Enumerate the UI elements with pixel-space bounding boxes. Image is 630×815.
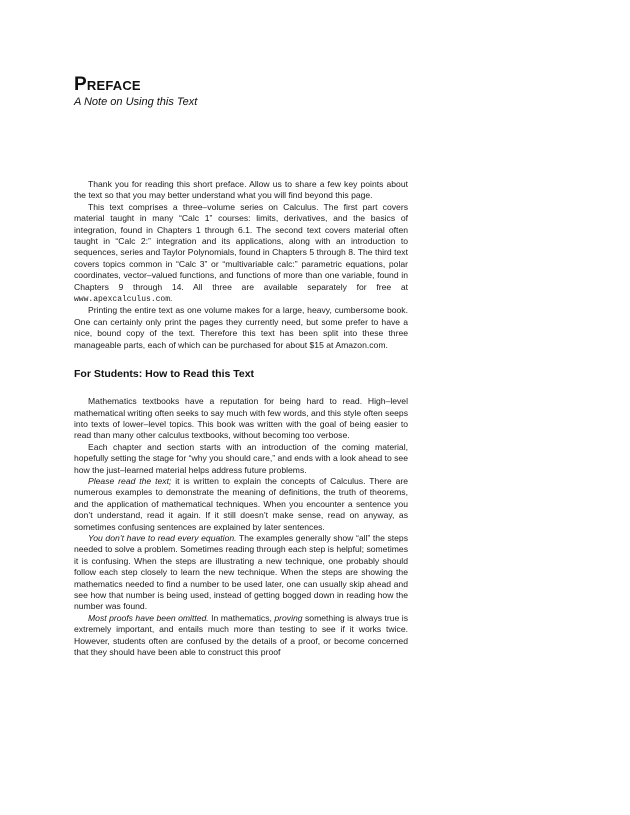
section-paragraph-4 [74, 533, 408, 613]
section-heading: For Students: How to Read this Text [74, 368, 255, 381]
section-paragraph-5 [74, 613, 408, 659]
website-link[interactable]: www.apexcalculus.com [74, 295, 171, 305]
section-paragraph-5-rest: something is always true is extremely important, and entails much more than testing to see if it works twice. However, students often are confused by the details of a proof, or become concerned that they should have been able to construct this proof [74, 612, 409, 658]
intro-paragraph-2 [74, 202, 408, 306]
section-paragraph-3 [74, 476, 408, 533]
section-paragraph-3-lead: Please read the text; [88, 475, 172, 486]
section-paragraph-5-mid: In mathematics, [208, 612, 275, 623]
section-paragraph-2: Each chapter and section starts with an introduction of the coming material, hopefully setting the stage for “why you should care,” and ends with a look ahead to see how the just–learned material helps address future problems. [74, 441, 408, 475]
intro-paragraph-2-text: This text comprises a three–volume series on Calculus. The first part covers material taught in many “Calc 1” courses: limits, derivatives, and the basics of integration, found in Chapters 1 through 6.1. The second text covers material often taught in “Calc 2:” integration and its applications, along with an introduction to sequences, series and Taylor Polynomials, found in Chapters 5 through 8. The third text covers topics common in “Calc 3” or “multivariable calc:” parametric equations, polar coordinates, vector–valued functions, and functions of more than one variable, found in Chapters 9 through 14. All three are available separately for free at [74, 201, 408, 292]
website-suffix: . [170, 293, 173, 304]
section-paragraph-4-rest: The examples generally show “all” the steps needed to solve a problem. Sometimes reading through each step is helpful; sometimes it is confusing. When the steps are illustrating a new technique, one probably should follow each step closely to learn the new technique. When the steps are showing the mathematics needed to find a number to be used later, one can usually skip ahead and see how that number is being used, instead of getting bogged down in reading how the number was found. [74, 532, 409, 612]
intro-paragraph-1: Thank you for reading this short preface. Allow us to share a few key points about the text so that you may better understand what you will find beyond this page. [74, 179, 408, 201]
section-paragraph-5-em: proving [274, 612, 303, 623]
section-paragraph-3-rest: it is written to explain the concepts of Calculus. There are numerous examples to demonstrate the meaning of definitions, the truth of theorems, and the application of mathematical techniques. When you encounter a sentence you don’t understand, read it again. If it still doesn’t make sense, read on anyway, as sometimes confusing sentences are explained by later sentences. [74, 475, 408, 532]
section-paragraph-4-lead: You don’t have to read every equation. [88, 532, 237, 543]
body-text [74, 179, 408, 658]
intro-paragraph-3: Printing the entire text as one volume makes for a large, heavy, cumbersome book. One can certainly only print the pages they currently need, but some prefer to have a nice, bound copy of the text. Therefore this text has been split into these three manageable parts, each of which can be purchased for about $15 at Amazon.com. [74, 305, 408, 350]
chapter-title: Preface [74, 74, 141, 95]
section-paragraph-1: Mathematics textbooks have a reputation for being hard to read. High–level mathematical writing often seeks to say much with few words, and this style often seeps into texts of lower–level topics. This book was written with the goal of being easier to read than many other calculus textbooks, without becoming too verbose. [74, 396, 408, 441]
chapter-subtitle: A Note on Using this Text [74, 96, 198, 108]
section-paragraph-5-lead: Most proofs have been omitted. [88, 612, 209, 623]
